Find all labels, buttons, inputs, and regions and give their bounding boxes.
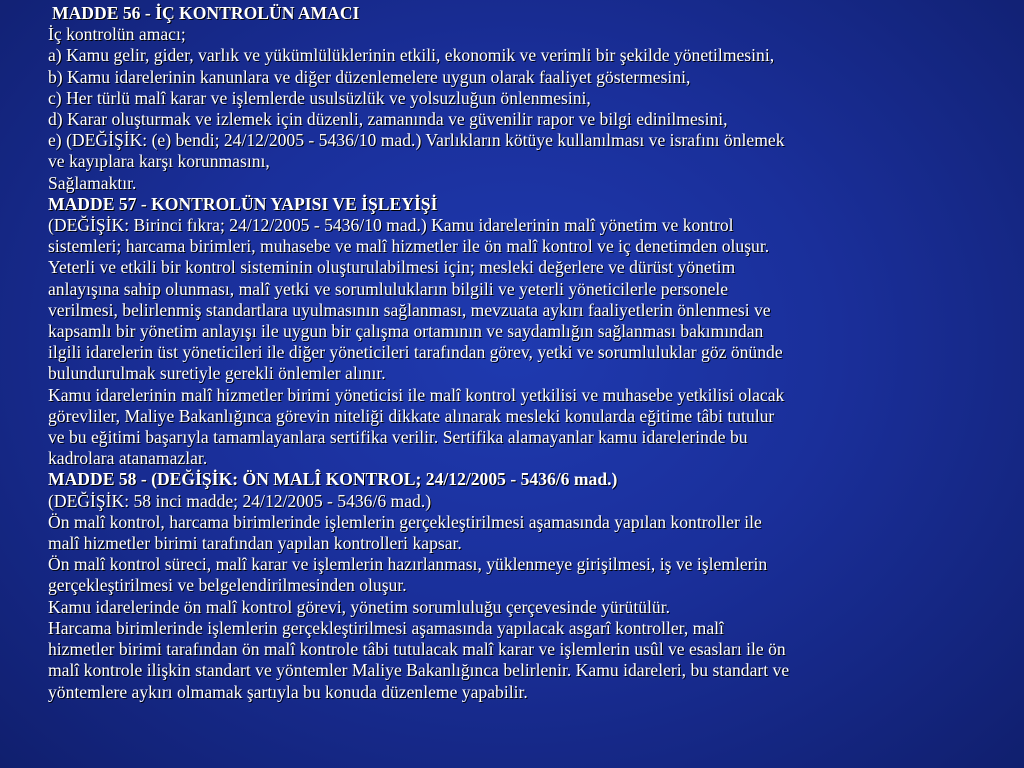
body-line: b) Kamu idarelerinin kanunlara ve diğer düzenlemelere uygun olarak faaliyet göstermesini, — [48, 66, 691, 87]
body-line: d) Karar oluşturmak ve izlemek için düzenli, zamanında ve güvenilir rapor ve bilgi edinilmesini, — [48, 109, 728, 130]
body-line: c) Her türlü malî karar ve işlemlerde usulsüzlük ve yolsuzluğun önlenmesini, — [48, 87, 591, 108]
article-heading: MADDE 58 - (DEĞİŞİK: ÖN MALÎ KONTROL; 24/12/2005 - 5436/6 mad.) — [48, 469, 618, 490]
body-line: Ön malî kontrol, harcama birimlerinde işlemlerin gerçekleştirilmesi aşamasında yapılan kontroller ile — [48, 511, 762, 532]
body-line: görevliler, Maliye Bakanlığınca görevin niteliği dikkate alınarak mesleki konularda eğitime tâbi tutulur — [48, 405, 775, 426]
body-line: anlayışına sahip olunması, malî yetki ve sorumlulukların bilgili ve yeterli yöneticilerle personele — [48, 278, 729, 299]
body-line: a) Kamu gelir, gider, varlık ve yükümlülüklerinin etkili, ekonomik ve verimli bir şekilde yönetilmesini, — [48, 45, 775, 66]
body-line: kadrolara atanamazlar. — [48, 448, 208, 469]
body-line: e) (DEĞİŞİK: (e) bendi; 24/12/2005 - 5436/10 mad.) Varlıkların kötüye kullanılması ve israfını önlemek — [48, 130, 785, 151]
body-line: (DEĞİŞİK: 58 inci madde; 24/12/2005 - 5436/6 mad.) — [48, 490, 432, 511]
body-line: Yeterli ve etkili bir kontrol sisteminin oluşturulabilmesi için; mesleki değerlere ve dürüst yönetim — [48, 257, 736, 278]
body-line: hizmetler birimi tarafından ön malî kontrole tâbi tutulacak malî karar ve işlemlerin usûl ve esasları ile ön — [48, 639, 786, 660]
slide-body-text — [48, 3, 1012, 703]
body-line: sistemleri; harcama birimleri, muhasebe ve malî hizmetler ile ön malî kontrol ve iç denetimden oluşur. — [48, 236, 770, 257]
body-line: gerçekleştirilmesi ve belgelendirilmesinden oluşur. — [48, 575, 407, 596]
body-line: Sağlamaktır. — [48, 172, 137, 193]
body-line: yöntemlere aykırı olmamak şartıyla bu konuda düzenleme yapabilir. — [48, 681, 528, 702]
body-line: kapsamlı bir yönetim anlayışı ile uygun bir çalışma ortamının ve saydamlığın sağlanması bakımından — [48, 321, 764, 342]
article-heading: MADDE 57 - KONTROLÜN YAPISI VE İŞLEYİŞİ — [48, 193, 438, 214]
body-line: Harcama birimlerinde işlemlerin gerçekleştirilmesi aşamasında yapılacak asgarî kontroller, malî — [48, 617, 724, 638]
body-line: malî hizmetler birimi tarafından yapılan kontrolleri kapsar. — [48, 533, 462, 554]
body-line: bulundurulmak suretiyle gerekli önlemler alınır. — [48, 363, 386, 384]
body-line: ilgili idarelerin üst yöneticileri ile diğer yöneticileri tarafından görev, yetki ve sorumluluklar göz önünde — [48, 342, 783, 363]
body-line: Kamu idarelerinde ön malî kontrol görevi, yönetim sorumluluğu çerçevesinde yürütülür. — [48, 596, 670, 617]
body-line: ve kayıplara karşı korunmasını, — [48, 151, 270, 172]
body-line: (DEĞİŞİK: Birinci fıkra; 24/12/2005 - 5436/10 mad.) Kamu idarelerinin malî yönetim ve kontrol — [48, 215, 734, 236]
body-line: Ön malî kontrol süreci, malî karar ve işlemlerin hazırlanması, yüklenmeye girişilmesi, iş ve işlemlerin — [48, 554, 768, 575]
body-line: malî kontrole ilişkin standart ve yöntemler Maliye Bakanlığınca belirlenir. Kamu idareleri, bu standart ve — [48, 660, 790, 681]
body-line: İç kontrolün amacı; — [48, 24, 186, 45]
body-line: Kamu idarelerinin malî hizmetler birimi yöneticisi ile malî kontrol yetkilisi ve muhasebe yetkilisi olacak — [48, 384, 785, 405]
article-heading: MADDE 56 - İÇ KONTROLÜN AMACI — [52, 3, 360, 23]
body-line: ve bu eğitimi başarıyla tamamlayanlara sertifika verilir. Sertifika alamayanlar kamu idarelerinde bu — [48, 427, 748, 448]
body-line: verilmesi, belirlenmiş standartlara uyulmasının sağlanması, mevzuata aykırı faaliyetlerin önlenmesi ve — [48, 299, 771, 320]
